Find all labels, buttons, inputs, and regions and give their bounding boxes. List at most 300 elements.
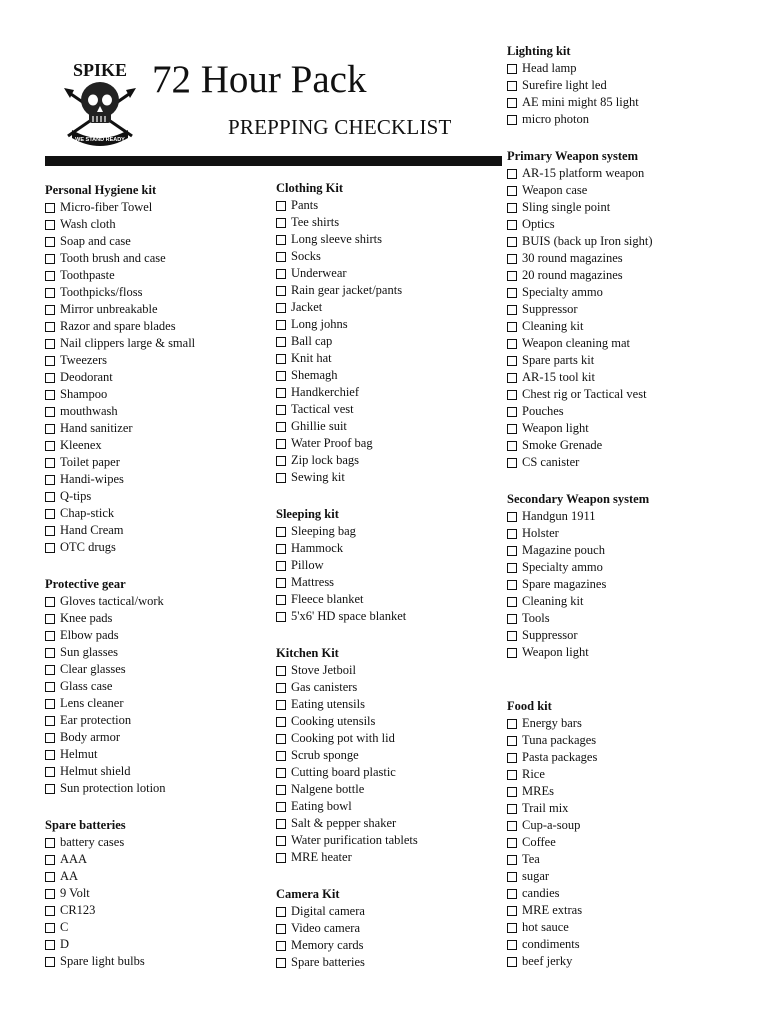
checklist-item[interactable]: [276, 920, 418, 937]
checklist-item[interactable]: [45, 885, 195, 902]
checklist-item[interactable]: [276, 540, 418, 557]
checklist-item-label: 9 Volt: [60, 886, 90, 900]
checklist-item[interactable]: [276, 937, 418, 954]
checkbox-icon[interactable]: [507, 322, 517, 332]
checklist-item[interactable]: [276, 523, 418, 540]
checkbox-icon[interactable]: [45, 733, 55, 743]
checklist-item-label: Specialty ammo: [522, 560, 603, 574]
checkbox-icon[interactable]: [45, 716, 55, 726]
checklist-item[interactable]: [507, 542, 653, 559]
checkbox-icon[interactable]: [276, 819, 286, 829]
checklist-item-label: Hand sanitizer: [60, 421, 133, 435]
checklist-item[interactable]: [276, 679, 418, 696]
checklist-item[interactable]: [45, 834, 195, 851]
checkbox-icon[interactable]: [45, 237, 55, 247]
checklist-item[interactable]: [45, 610, 195, 627]
checklist-item[interactable]: [276, 696, 418, 713]
checklist-item[interactable]: [45, 678, 195, 695]
checkbox-icon[interactable]: [45, 767, 55, 777]
checklist-item[interactable]: [507, 936, 653, 953]
checklist-item[interactable]: [276, 557, 418, 574]
checkbox-icon[interactable]: [276, 252, 286, 262]
checklist-item[interactable]: [507, 335, 653, 352]
checklist-item-label: Shemagh: [291, 368, 338, 382]
checklist-item[interactable]: [507, 111, 653, 128]
checklist-item[interactable]: [45, 539, 195, 556]
checklist-item[interactable]: [507, 715, 653, 732]
checklist-item[interactable]: [507, 817, 653, 834]
checklist-item[interactable]: [507, 318, 653, 335]
checkbox-icon[interactable]: [45, 271, 55, 281]
checkbox-icon[interactable]: [45, 614, 55, 624]
checklist-item[interactable]: [45, 712, 195, 729]
checkbox-icon[interactable]: [276, 941, 286, 951]
checklist-item[interactable]: [276, 954, 418, 971]
checklist-item-label: MREs: [522, 784, 554, 798]
checkbox-icon[interactable]: [276, 561, 286, 571]
checklist-item-label: OTC drugs: [60, 540, 116, 554]
checkbox-icon[interactable]: [276, 768, 286, 778]
checklist-item[interactable]: [45, 936, 195, 953]
section-title: Personal Hygiene kit: [45, 183, 157, 197]
checkbox-icon[interactable]: [507, 631, 517, 641]
checkbox-icon[interactable]: [276, 388, 286, 398]
checkbox-icon[interactable]: [507, 906, 517, 916]
checklist-item-label: Soap and case: [60, 234, 131, 248]
checklist-item[interactable]: [276, 832, 418, 849]
section-spacer: [276, 486, 418, 506]
checkbox-icon[interactable]: [276, 269, 286, 279]
checklist-item-label: AAA: [60, 852, 88, 866]
checkbox-icon[interactable]: [507, 736, 517, 746]
checklist-item-label: Elbow pads: [60, 628, 119, 642]
checklist-item[interactable]: [45, 729, 195, 746]
checklist-item[interactable]: [276, 798, 418, 815]
checkbox-icon[interactable]: [507, 546, 517, 556]
checkbox-icon[interactable]: [507, 424, 517, 434]
checklist-item-label: Weapon case: [522, 183, 588, 197]
checkbox-icon[interactable]: [45, 665, 55, 675]
checkbox-icon[interactable]: [45, 339, 55, 349]
checkbox-icon[interactable]: [276, 320, 286, 330]
checklist-item[interactable]: [45, 301, 195, 318]
checkbox-icon[interactable]: [45, 750, 55, 760]
checkbox-icon[interactable]: [45, 305, 55, 315]
checklist-item[interactable]: [45, 627, 195, 644]
checklist-item[interactable]: [45, 851, 195, 868]
checkbox-icon[interactable]: [276, 958, 286, 968]
checkbox-icon[interactable]: [507, 957, 517, 967]
checkbox-icon[interactable]: [507, 648, 517, 658]
checklist-item-label: Fleece blanket: [291, 592, 364, 606]
checkbox-icon[interactable]: [276, 371, 286, 381]
checkbox-icon[interactable]: [45, 492, 55, 502]
checklist-item[interactable]: [507, 783, 653, 800]
checklist-item[interactable]: [507, 352, 653, 369]
checklist-item[interactable]: [45, 780, 195, 797]
checkbox-icon[interactable]: [276, 785, 286, 795]
checkbox-icon[interactable]: [45, 373, 55, 383]
checkbox-icon[interactable]: [276, 354, 286, 364]
checkbox-icon[interactable]: [276, 473, 286, 483]
checkbox-icon[interactable]: [45, 203, 55, 213]
checklist-item[interactable]: [276, 713, 418, 730]
checklist-item[interactable]: [507, 851, 653, 868]
checklist-item[interactable]: [45, 763, 195, 780]
checkbox-icon[interactable]: [276, 802, 286, 812]
checklist-item[interactable]: [276, 316, 418, 333]
checkbox-icon[interactable]: [507, 821, 517, 831]
skull-emblem-icon: [62, 56, 138, 148]
checkbox-icon[interactable]: [276, 907, 286, 917]
checklist-item[interactable]: [507, 250, 653, 267]
checkbox-icon[interactable]: [45, 682, 55, 692]
checkbox-icon[interactable]: [276, 666, 286, 676]
checkbox-icon[interactable]: [45, 838, 55, 848]
checklist-item[interactable]: [507, 749, 653, 766]
checklist-item[interactable]: [45, 318, 195, 335]
checkbox-icon[interactable]: [507, 855, 517, 865]
checklist-item[interactable]: [507, 284, 653, 301]
checklist-item[interactable]: [45, 746, 195, 763]
checklist-item[interactable]: [276, 730, 418, 747]
checkbox-icon[interactable]: [507, 81, 517, 91]
checkbox-icon[interactable]: [45, 855, 55, 865]
checklist-item-label: Ghillie suit: [291, 419, 347, 433]
checklist-item-label: Cooking utensils: [291, 714, 376, 728]
checkbox-icon[interactable]: [45, 424, 55, 434]
checklist-item[interactable]: [45, 267, 195, 284]
checkbox-icon[interactable]: [507, 872, 517, 882]
checkbox-icon[interactable]: [45, 923, 55, 933]
checklist-item[interactable]: [276, 231, 418, 248]
checklist-item-label: Trail mix: [522, 801, 569, 815]
checklist-item[interactable]: [507, 868, 653, 885]
checklist-item[interactable]: [507, 902, 653, 919]
checkbox-icon[interactable]: [507, 512, 517, 522]
checklist-item-label: Long johns: [291, 317, 348, 331]
checklist-item[interactable]: [276, 401, 418, 418]
checklist-item[interactable]: [507, 834, 653, 851]
checklist-item[interactable]: [507, 216, 653, 233]
checklist-item[interactable]: [276, 747, 418, 764]
checklist-item[interactable]: [45, 919, 195, 936]
checklist-item[interactable]: [276, 282, 418, 299]
checkbox-icon[interactable]: [45, 220, 55, 230]
checklist-item[interactable]: [276, 248, 418, 265]
checkbox-icon[interactable]: [507, 923, 517, 933]
checklist-item-label: Glass case: [60, 679, 113, 693]
checkbox-icon[interactable]: [507, 787, 517, 797]
checklist-item[interactable]: [507, 800, 653, 817]
checkbox-icon[interactable]: [276, 578, 286, 588]
checkbox-icon[interactable]: [276, 303, 286, 313]
checklist-item[interactable]: [45, 868, 195, 885]
section-title: Lighting kit: [507, 44, 571, 58]
checklist-item[interactable]: [45, 902, 195, 919]
checklist-item[interactable]: [507, 732, 653, 749]
checklist-item[interactable]: [507, 182, 653, 199]
checklist-item[interactable]: [45, 250, 195, 267]
checklist-item-label: Scrub sponge: [291, 748, 359, 762]
checklist-item[interactable]: [276, 608, 418, 625]
checklist-item-label: Cleaning kit: [522, 594, 584, 608]
checkbox-icon[interactable]: [507, 407, 517, 417]
checklist-item[interactable]: [507, 94, 653, 111]
checkbox-icon[interactable]: [276, 853, 286, 863]
section-title: Food kit: [507, 699, 552, 713]
checkbox-icon[interactable]: [276, 218, 286, 228]
section-title: Protective gear: [45, 577, 126, 591]
checklist-item[interactable]: [507, 885, 653, 902]
checklist-item-label: sugar: [522, 869, 550, 883]
checkbox-icon[interactable]: [507, 169, 517, 179]
checklist-item[interactable]: [507, 525, 653, 542]
checklist-item[interactable]: [45, 420, 195, 437]
checklist-item[interactable]: [45, 695, 195, 712]
checklist-item[interactable]: [45, 488, 195, 505]
checkbox-icon[interactable]: [507, 529, 517, 539]
checkbox-icon[interactable]: [276, 700, 286, 710]
checkbox-icon[interactable]: [45, 940, 55, 950]
checkbox-icon[interactable]: [507, 186, 517, 196]
checkbox-icon[interactable]: [507, 98, 517, 108]
checkbox-icon[interactable]: [276, 201, 286, 211]
checklist-item-label: Gas canisters: [291, 680, 358, 694]
checklist-item[interactable]: [507, 420, 653, 437]
checklist-item[interactable]: [276, 781, 418, 798]
checkbox-icon[interactable]: [45, 957, 55, 967]
checklist-item-label: Sun protection lotion: [60, 781, 166, 795]
checkbox-icon[interactable]: [276, 456, 286, 466]
checkbox-icon[interactable]: [507, 356, 517, 366]
checkbox-icon[interactable]: [507, 889, 517, 899]
checklist-item[interactable]: [45, 505, 195, 522]
checklist-item-label: Shampoo: [60, 387, 108, 401]
checklist-item[interactable]: [276, 418, 418, 435]
checkbox-icon[interactable]: [276, 734, 286, 744]
checkbox-icon[interactable]: [507, 441, 517, 451]
checkbox-icon[interactable]: [45, 254, 55, 264]
checklist-item[interactable]: [507, 267, 653, 284]
checklist-item[interactable]: [45, 199, 195, 216]
checklist-item[interactable]: [276, 384, 418, 401]
checkbox-icon[interactable]: [45, 475, 55, 485]
checkbox-icon[interactable]: [507, 614, 517, 624]
checklist-item[interactable]: [45, 352, 195, 369]
checkbox-icon[interactable]: [276, 683, 286, 693]
checkbox-icon[interactable]: [276, 836, 286, 846]
checklist-item[interactable]: [507, 559, 653, 576]
checklist-item[interactable]: [507, 627, 653, 644]
checklist-item[interactable]: [276, 333, 418, 350]
checklist-item-label: Zip lock bags: [291, 453, 360, 467]
checklist-item[interactable]: [276, 367, 418, 384]
checkbox-icon[interactable]: [45, 356, 55, 366]
checkbox-icon[interactable]: [45, 288, 55, 298]
checkbox-icon[interactable]: [276, 612, 286, 622]
checkbox-icon[interactable]: [45, 648, 55, 658]
checklist-item-label: Knee pads: [60, 611, 113, 625]
checklist-item-label: Clear glasses: [60, 662, 126, 676]
checklist-item[interactable]: [45, 386, 195, 403]
checklist-item[interactable]: [45, 369, 195, 386]
checkbox-icon[interactable]: [276, 527, 286, 537]
checkbox-icon[interactable]: [507, 563, 517, 573]
checkbox-icon[interactable]: [507, 373, 517, 383]
checkbox-icon[interactable]: [45, 872, 55, 882]
checklist-item[interactable]: [276, 903, 418, 920]
checklist-item[interactable]: [45, 335, 195, 352]
checkbox-icon[interactable]: [45, 407, 55, 417]
checklist-item-label: Gloves tactical/work: [60, 594, 164, 608]
checklist-item-label: Long sleeve shirts: [291, 232, 382, 246]
checklist-item[interactable]: [507, 165, 653, 182]
checklist-item-label: beef jerky: [522, 954, 573, 968]
checkbox-icon[interactable]: [45, 441, 55, 451]
checkbox-icon[interactable]: [45, 784, 55, 794]
checklist-item-label: Eating utensils: [291, 697, 365, 711]
checklist-item[interactable]: [45, 216, 195, 233]
checkbox-icon[interactable]: [45, 889, 55, 899]
checkbox-icon[interactable]: [276, 286, 286, 296]
checkbox-icon[interactable]: [45, 906, 55, 916]
checklist-item-label: Water purification tablets: [291, 833, 418, 847]
checklist-item[interactable]: [507, 437, 653, 454]
checklist-item[interactable]: [507, 454, 653, 471]
checklist-item[interactable]: [507, 508, 653, 525]
checklist-item[interactable]: [507, 576, 653, 593]
checkbox-icon[interactable]: [507, 804, 517, 814]
checklist-item-label: Pasta packages: [522, 750, 598, 764]
checkbox-icon[interactable]: [507, 254, 517, 264]
checkbox-icon[interactable]: [507, 940, 517, 950]
checklist-item[interactable]: [276, 452, 418, 469]
checklist-item-label: Ear protection: [60, 713, 132, 727]
checkbox-icon[interactable]: [507, 390, 517, 400]
checklist-item-label: MRE heater: [291, 850, 352, 864]
checkbox-icon[interactable]: [45, 322, 55, 332]
checklist-item[interactable]: [507, 386, 653, 403]
checkbox-icon[interactable]: [507, 719, 517, 729]
checklist-item[interactable]: [507, 233, 653, 250]
checkbox-icon[interactable]: [507, 115, 517, 125]
checklist-item[interactable]: [276, 591, 418, 608]
checkbox-icon[interactable]: [45, 526, 55, 536]
checklist-item[interactable]: [276, 265, 418, 282]
checklist-item[interactable]: [507, 199, 653, 216]
checklist-item-label: Cutting board plastic: [291, 765, 396, 779]
checklist-item[interactable]: [276, 435, 418, 452]
checkbox-icon[interactable]: [45, 597, 55, 607]
checklist-item[interactable]: [45, 644, 195, 661]
checklist-item[interactable]: [276, 197, 418, 214]
checklist-item[interactable]: [507, 77, 653, 94]
checklist-item[interactable]: [507, 369, 653, 386]
checklist-item[interactable]: [45, 284, 195, 301]
checklist-item-label: CS canister: [522, 455, 580, 469]
checkbox-icon[interactable]: [507, 203, 517, 213]
checklist-item[interactable]: [507, 644, 653, 661]
checklist-item[interactable]: [507, 301, 653, 318]
checkbox-icon[interactable]: [507, 838, 517, 848]
checklist-item-label: Tee shirts: [291, 215, 340, 229]
checklist-item[interactable]: [276, 214, 418, 231]
checkbox-icon[interactable]: [507, 220, 517, 230]
checkbox-icon[interactable]: [507, 271, 517, 281]
checkbox-icon[interactable]: [45, 543, 55, 553]
checklist-item[interactable]: [507, 766, 653, 783]
checklist-item[interactable]: [507, 953, 653, 970]
checkbox-icon[interactable]: [276, 717, 286, 727]
checkbox-icon[interactable]: [276, 924, 286, 934]
checkbox-icon[interactable]: [45, 509, 55, 519]
checkbox-icon[interactable]: [507, 458, 517, 468]
checklist-item[interactable]: [45, 437, 195, 454]
checkbox-icon[interactable]: [276, 422, 286, 432]
checklist-item-label: Spare parts kit: [522, 353, 595, 367]
checklist-item[interactable]: [507, 403, 653, 420]
checkbox-icon[interactable]: [507, 237, 517, 247]
checkbox-icon[interactable]: [45, 631, 55, 641]
checkbox-icon[interactable]: [507, 305, 517, 315]
checklist-item[interactable]: [45, 593, 195, 610]
checklist-item[interactable]: [507, 919, 653, 936]
checkbox-icon[interactable]: [45, 390, 55, 400]
checkbox-icon[interactable]: [507, 288, 517, 298]
checkbox-icon[interactable]: [276, 595, 286, 605]
checkbox-icon[interactable]: [276, 337, 286, 347]
checklist-item[interactable]: [276, 299, 418, 316]
checklist-item[interactable]: [276, 350, 418, 367]
checklist-item[interactable]: [45, 471, 195, 488]
checkbox-icon[interactable]: [507, 753, 517, 763]
checkbox-icon[interactable]: [276, 544, 286, 554]
checklist-item[interactable]: [276, 662, 418, 679]
checkbox-icon[interactable]: [507, 64, 517, 74]
checklist-item[interactable]: [45, 454, 195, 471]
checkbox-icon[interactable]: [507, 339, 517, 349]
checkbox-icon[interactable]: [276, 235, 286, 245]
checkbox-icon[interactable]: [45, 699, 55, 709]
checklist-item-label: Weapon light: [522, 421, 589, 435]
checklist-item[interactable]: [507, 593, 653, 610]
checklist-item[interactable]: [507, 610, 653, 627]
checklist-item-label: Tooth brush and case: [60, 251, 166, 265]
checklist-item[interactable]: [507, 60, 653, 77]
checklist-item[interactable]: [45, 661, 195, 678]
checkbox-icon[interactable]: [507, 770, 517, 780]
checkbox-icon[interactable]: [507, 580, 517, 590]
checklist-item[interactable]: [276, 815, 418, 832]
checklist-item[interactable]: [45, 233, 195, 250]
checkbox-icon[interactable]: [276, 439, 286, 449]
checklist-item[interactable]: [276, 764, 418, 781]
checkbox-icon[interactable]: [507, 597, 517, 607]
checklist-item[interactable]: [276, 574, 418, 591]
checklist-item-label: Nalgene bottle: [291, 782, 365, 796]
checkbox-icon[interactable]: [276, 751, 286, 761]
checkbox-icon[interactable]: [276, 405, 286, 415]
checklist-item[interactable]: [45, 953, 195, 970]
checklist-item[interactable]: [45, 403, 195, 420]
checklist-item-label: Cup-a-soup: [522, 818, 581, 832]
checklist-item[interactable]: [45, 522, 195, 539]
checklist-item[interactable]: [276, 469, 418, 486]
checklist-item[interactable]: [276, 849, 418, 866]
checkbox-icon[interactable]: [45, 458, 55, 468]
checklist-item-label: Suppressor: [522, 628, 578, 642]
